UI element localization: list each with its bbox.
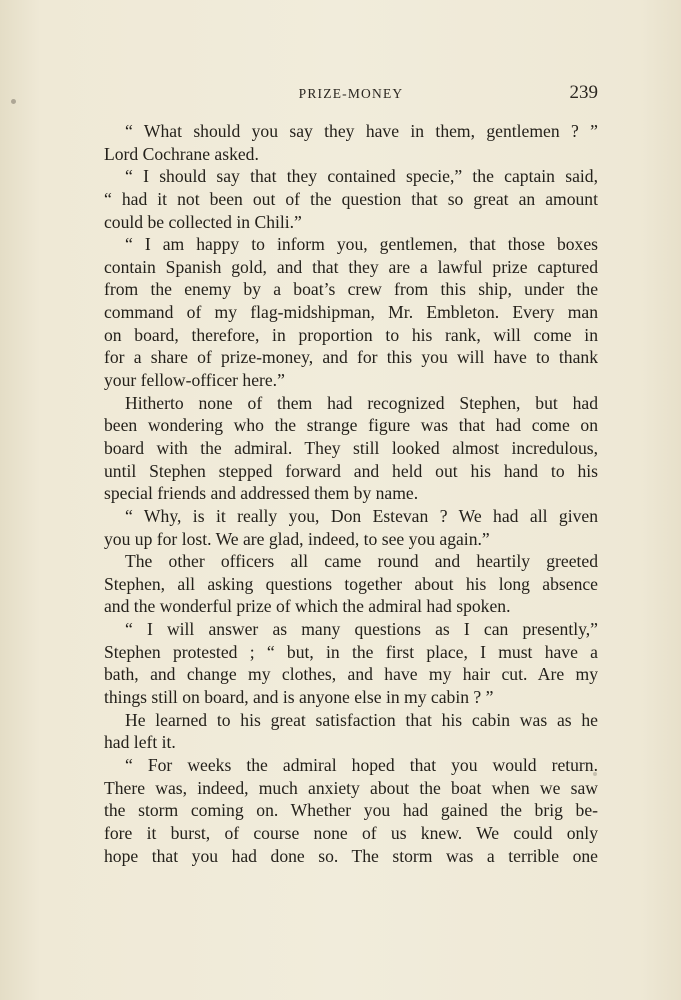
text-line: on board, therefore, in proportion to his rank, will come in	[104, 324, 598, 345]
text-line: the storm coming on. Whether you had gained the brig be-	[104, 800, 598, 821]
text-line: “ I should say that they contained specie,” the captain said,	[125, 166, 598, 187]
text-line: Stephen protested ; “ but, in the first place, I must have a	[104, 641, 598, 662]
text-line: “ Why, is it really you, Don Estevan ? We had all given	[125, 505, 598, 526]
text-line: hope that you had done so. The storm was a terrible one	[104, 845, 598, 866]
text-line: The other officers all came round and heartily greeted	[125, 551, 598, 572]
text-line: and the wonderful prize of which the admiral had spoken.	[104, 596, 511, 617]
text-line: had left it.	[104, 732, 176, 753]
page-number: 239	[569, 82, 598, 103]
text-line: “ What should you say they have in them, gentlemen ? ”	[125, 121, 598, 141]
text-line: for a share of prize-money, and for this you will have to thank	[104, 347, 598, 368]
text-line: been wondering who the strange figure was that had come on	[104, 415, 598, 436]
text-line: your fellow-officer here.”	[104, 370, 285, 391]
running-head: PRIZE-MONEY	[298, 86, 404, 101]
text-line: until Stephen stepped forward and held out his hand to his	[104, 460, 598, 481]
text-line: you up for lost. We are glad, indeed, to see you again.”	[104, 528, 490, 549]
page-header	[104, 84, 598, 106]
text-line: board with the admiral. They still looked almost incredulous,	[104, 437, 598, 458]
text-line: “ I am happy to inform you, gentlemen, that those boxes	[125, 234, 598, 255]
text-line: special friends and addressed them by name.	[104, 483, 419, 504]
text-line: Lord Cochrane asked.	[104, 143, 259, 164]
text-line: command of my flag-midshipman, Mr. Embleton. Every man	[104, 302, 598, 323]
text-line: from the enemy by a boat’s crew from this ship, under the	[104, 279, 598, 300]
text-line: He learned to his great satisfaction that his cabin was as he	[125, 709, 598, 730]
text-line: contain Spanish gold, and that they are a lawful prize captured	[104, 256, 598, 277]
text-line: “ had it not been out of the question that so great an amount	[104, 188, 598, 209]
text-line: “ I will answer as many questions as I can presently,”	[125, 619, 598, 640]
text-line: fore it burst, of course none of us knew. We could only	[104, 822, 598, 843]
text-line: There was, indeed, much anxiety about the boat when we saw	[104, 777, 598, 798]
text-line: “ For weeks the admiral hoped that you would return.	[125, 754, 598, 775]
text-line: could be collected in Chili.”	[104, 211, 302, 232]
text-line: Hitherto none of them had recognized Stephen, but had	[125, 392, 598, 413]
text-line: bath, and change my clothes, and have my hair cut. Are my	[104, 664, 598, 685]
body-text	[104, 120, 598, 867]
text-line: Stephen, all asking questions together about his long absence	[104, 573, 598, 594]
paper-blemish	[11, 99, 16, 104]
text-line: things still on board, and is anyone else in my cabin ? ”	[104, 687, 494, 708]
